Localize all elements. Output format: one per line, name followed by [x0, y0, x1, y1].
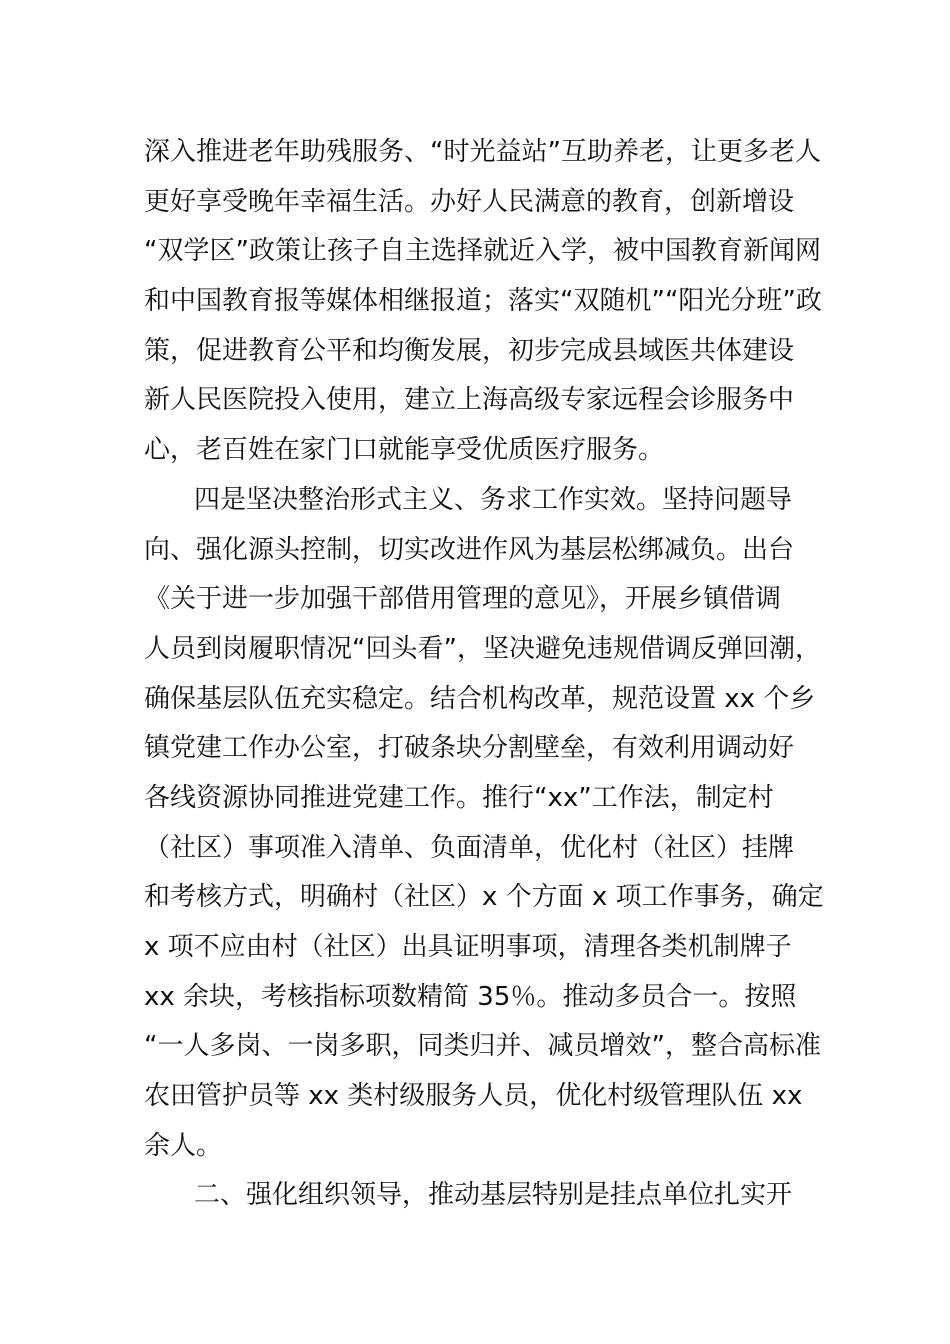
text-line: 确保基层队伍充实稳定。结合机构改革，规范设置 xx 个乡 — [144, 683, 816, 714]
text-line: “一人多岗、一岗多职，同类归并、减员增效”，整合高标准 — [144, 1031, 821, 1062]
document-body — [144, 128, 824, 1221]
text-line: 更好享受晚年幸福生活。办好人民满意的教育，创新增设 — [144, 186, 795, 217]
text-line: 二、强化组织领导，推动基层特别是挂点单位扎实开 — [194, 1180, 793, 1211]
text-line: 向、强化源头控制，切实改进作风为基层松绑减负。出台 — [144, 534, 795, 565]
paragraph-3 — [144, 1171, 814, 1221]
text-line: （社区）事项准入清单、负面清单，优化村（社区）挂牌 — [144, 832, 795, 863]
text-line: 新人民医院投入使用，建立上海高级专家远程会诊服务中 — [144, 385, 795, 416]
text-line: 人员到岗履职情况“回头看”，坚决避免违规借调反弹回潮， — [144, 633, 821, 664]
text-line: 策，促进教育公平和均衡发展，初步完成县域医共体建设 — [144, 335, 795, 366]
text-line: 农田管护员等 xx 类村级服务人员，优化村级管理队伍 xx — [144, 1081, 803, 1112]
text-line: 余人。 — [144, 1130, 223, 1161]
text-line: 四是坚决整治形式主义、务求工作实效。坚持问题导 — [194, 484, 793, 515]
text-line: xx 余块，考核指标项数精简 35％。推动多员合一。按照 — [144, 981, 797, 1012]
text-line: 深入推进老年助残服务、“时光益站”互助养老，让更多老人 — [144, 137, 821, 167]
text-line: “双学区”政策让孩子自主选择就近入学，被中国教育新闻网 — [144, 236, 821, 267]
text-line: 《关于进一步加强干部借用管理的意见》，开展乡镇借调 — [144, 584, 782, 615]
text-line: 心，老百姓在家门口就能享受优质医疗服务。 — [144, 435, 665, 466]
text-line: x 项不应由村（社区）出具证明事项，清理各类机制牌子 — [144, 932, 792, 962]
text-line: 镇党建工作办公室，打破条块分割壁垒，有效利用调动好 — [144, 733, 795, 764]
text-line: 和中国教育报等媒体相继报道；落实“双随机”“阳光分班”政 — [144, 286, 822, 317]
paragraph-1 — [144, 128, 822, 476]
text-line: 和考核方式，明确村（社区）x 个方面 x 项工作事务，确定 — [144, 882, 824, 913]
paragraph-2 — [144, 476, 824, 1172]
text-line: 各线资源协同推进党建工作。推行“xx”工作法，制定村 — [144, 782, 774, 813]
